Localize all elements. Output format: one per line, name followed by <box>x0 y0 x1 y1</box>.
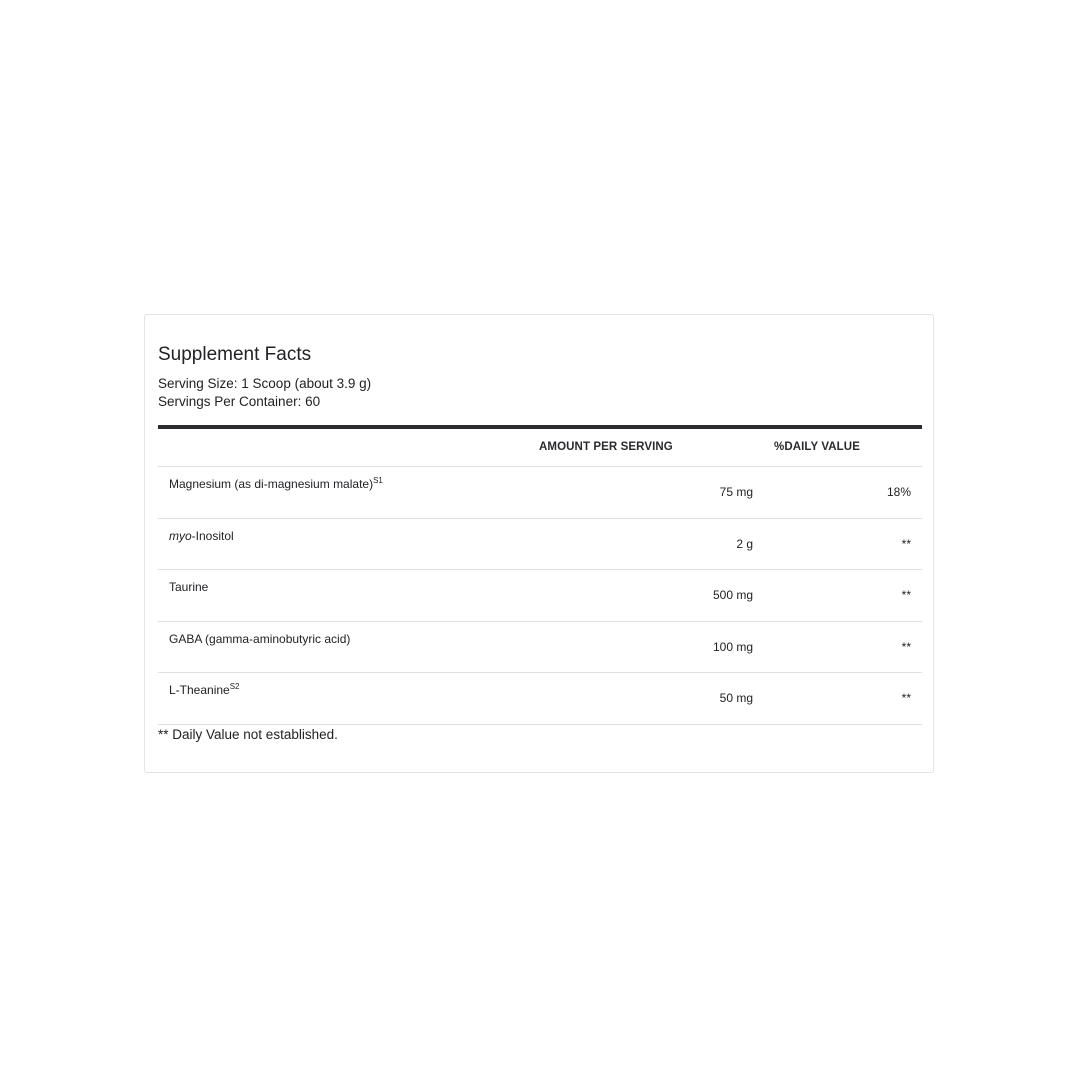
table-row <box>158 519 922 570</box>
ingredient-amount: 100 mg <box>712 640 753 654</box>
ingredient-daily-value: ** <box>901 691 911 705</box>
supplement-facts-panel <box>144 314 934 773</box>
table-row <box>158 467 922 518</box>
daily-value-footnote: ** Daily Value not established. <box>158 727 338 742</box>
table-row <box>158 673 922 724</box>
ingredient-daily-value: ** <box>901 640 911 654</box>
ingredient-amount: 2 g <box>736 537 753 551</box>
ingredient-name: myo-Inositol <box>169 529 234 543</box>
table-row <box>158 622 922 673</box>
ingredient-daily-value: ** <box>901 588 911 602</box>
ingredient-amount: 500 mg <box>712 588 753 602</box>
serving-size: Serving Size: 1 Scoop (about 3.9 g) <box>158 376 372 391</box>
row-divider <box>158 724 922 725</box>
column-header-daily-value: %DAILY VALUE <box>774 441 860 453</box>
ingredient-name: L-Theanine$^{S2}$ <box>169 682 240 697</box>
table-row <box>158 570 922 621</box>
ingredient-name: GABA (gamma-aminobutyric acid) <box>169 632 351 646</box>
ingredient-daily-value: 18% <box>886 485 911 499</box>
ingredient-daily-value: ** <box>901 537 911 551</box>
panel-title: Supplement Facts <box>158 344 312 365</box>
ingredient-amount: 75 mg <box>719 485 753 499</box>
ingredient-name: Taurine <box>169 580 209 594</box>
header-divider <box>158 425 922 429</box>
column-header-amount: AMOUNT PER SERVING <box>539 441 673 453</box>
footnote-marker: S1 <box>373 476 383 485</box>
ingredient-amount: 50 mg <box>719 691 753 705</box>
footnote-marker: S2 <box>229 682 240 691</box>
ingredient-name: Magnesium (as di-magnesium malate)$^{S1}$ <box>169 476 383 491</box>
servings-per-container: Servings Per Container: 60 <box>158 394 321 409</box>
